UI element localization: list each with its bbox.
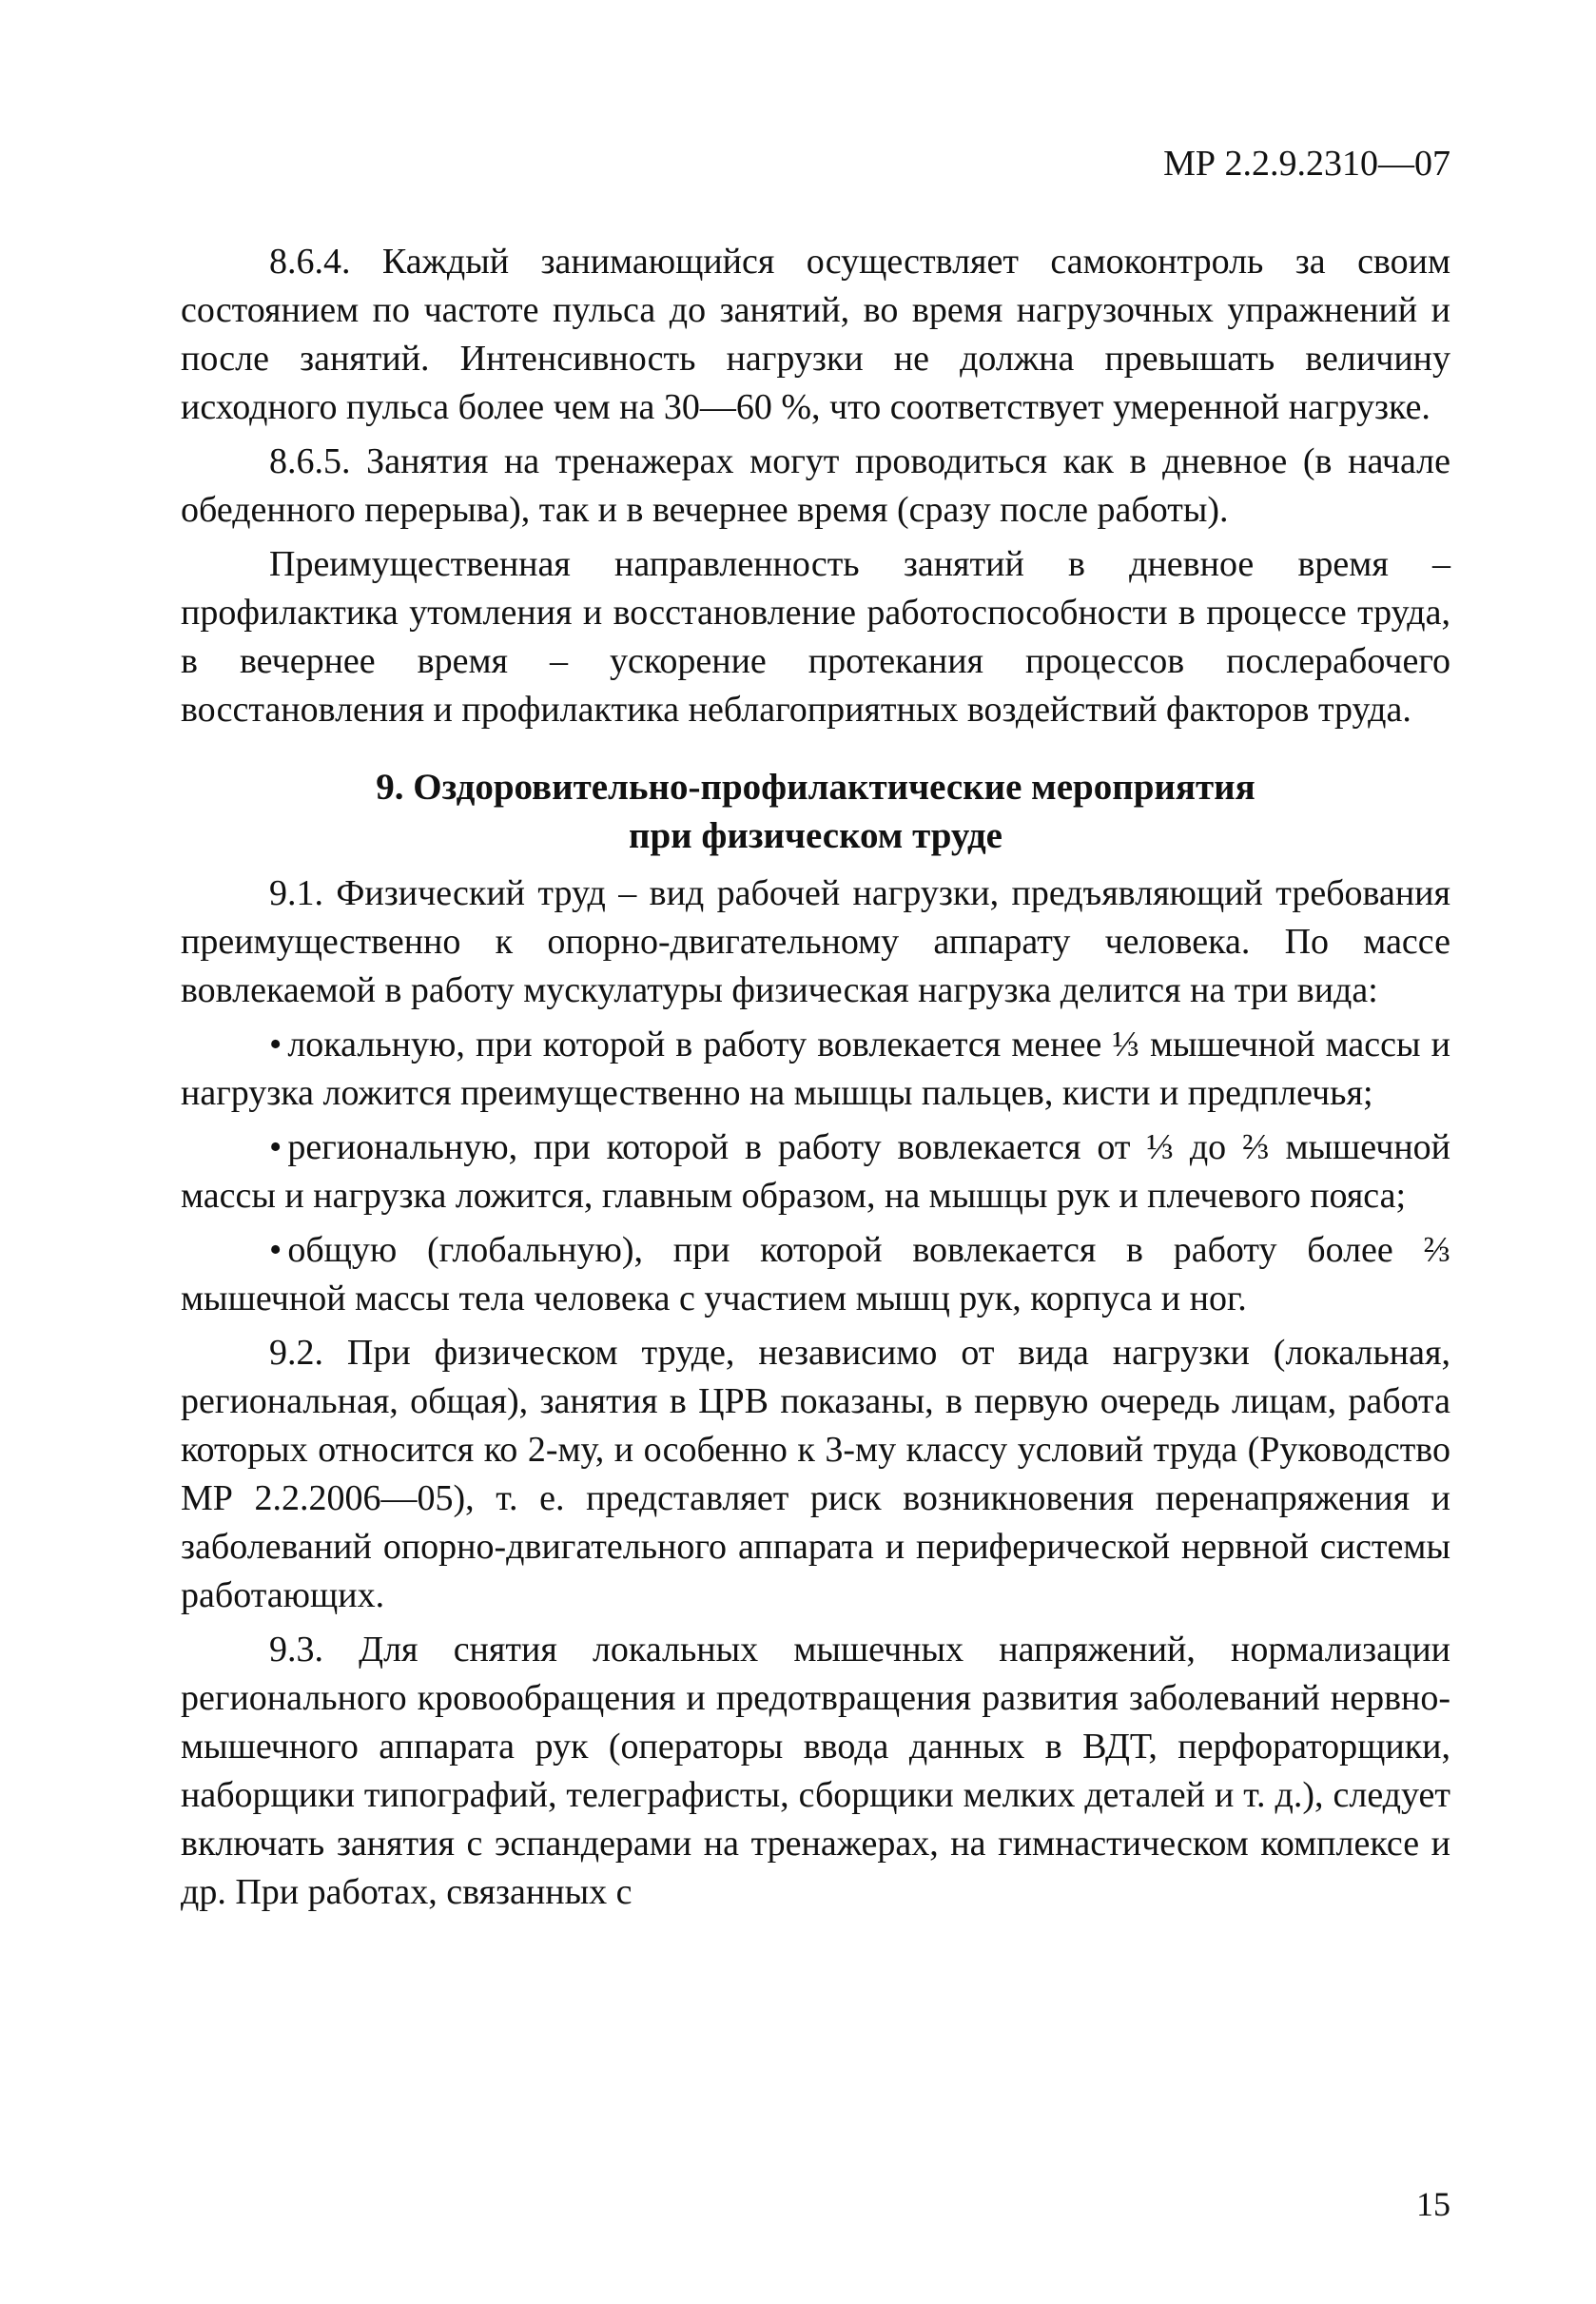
section-heading-line-1: 9. Оздоровительно-профилактические мероприятия xyxy=(376,767,1255,808)
document-body xyxy=(181,238,1450,1923)
bullet-icon: • xyxy=(269,1230,282,1270)
paragraph-9-1: 9.1. Физический труд – вид рабочей нагрузки, предъявляющий требования преимущественно к опорно-двигательному аппарату человека. По массе вовлекаемой в работу мускулатуры физическая нагрузка делится на три вида: xyxy=(181,873,1450,1010)
bullet-item-local xyxy=(181,1021,1450,1118)
page-number: 15 xyxy=(1416,2185,1450,2223)
paragraph-8-6-4: 8.6.4. Каждый занимающийся осуществляет самоконтроль за своим состоянием по частоте пульса до занятий, во время нагрузочных упражнений и после занятий. Интенсивность нагрузки не должна превышать величину исходного пульса более чем на 30—60 %, что соответствует умеренной нагрузке. xyxy=(181,242,1450,427)
paragraph-8-6-5: 8.6.5. Занятия на тренажерах могут проводиться как в дневное (в начале обеденного перерыва), так и в вечернее время (сразу после работы). xyxy=(181,441,1450,530)
bullet-text: общую (глобальную), при которой вовлекается в работу более ⅔ мышечной массы тела человека с участием мышц рук, корпуса и ног. xyxy=(181,1230,1450,1318)
bullet-text: локальную, при которой в работу вовлекается менее ⅓ мышечной массы и нагрузка ложится преимущественно на мышцы пальцев, кисти и предплечья; xyxy=(181,1025,1450,1113)
bullet-text: региональную, при которой в работу вовлекается от ⅓ до ⅔ мышечной массы и нагрузка ложится, главным образом, на мышцы рук и плечевого пояса; xyxy=(181,1127,1450,1216)
paragraph-9-3: 9.3. Для снятия локальных мышечных напряжений, нормализации регионального кровообращения и предотвращения развития заболеваний нервно-мышечного аппарата рук (операторы ввода данных в ВДТ, перфораторщики, наборщики типографий, телеграфисты, сборщики мелких деталей и т. д.), следует включать занятия с эспандерами на тренажерах, на гимнастическом комплексе и др. При работах, связанных с xyxy=(181,1630,1450,1912)
bullet-icon: • xyxy=(269,1127,282,1167)
section-heading-line-2: при физическом труде xyxy=(629,815,1002,856)
bullet-item-global xyxy=(181,1226,1450,1323)
section-heading-9 xyxy=(181,763,1450,860)
bullet-item-regional xyxy=(181,1123,1450,1220)
bullet-icon: • xyxy=(269,1025,282,1064)
document-page xyxy=(181,143,1450,2274)
paragraph-training-focus: Преимущественная направленность занятий в дневное время – профилактика утомления и восстановление работоспособности в процессе труда, в вечернее время – ускорение протекания процессов послерабочего восстановления и профилактика неблагоприятных воздействий факторов труда. xyxy=(181,544,1450,730)
document-code: МР 2.2.9.2310—07 xyxy=(1163,144,1450,184)
paragraph-9-2: 9.2. При физическом труде, независимо от вида нагрузки (локальная, региональная, общая), занятия в ЦРВ показаны, в первую очередь лицам, работа которых относится ко 2-му, и особенно к 3-му классу условий труда (Руководство МР 2.2.2006—05), т. е. представляет риск возникновения перенапряжения и заболеваний опорно-двигательного аппарата и периферической нервной системы работающих. xyxy=(181,1333,1450,1615)
